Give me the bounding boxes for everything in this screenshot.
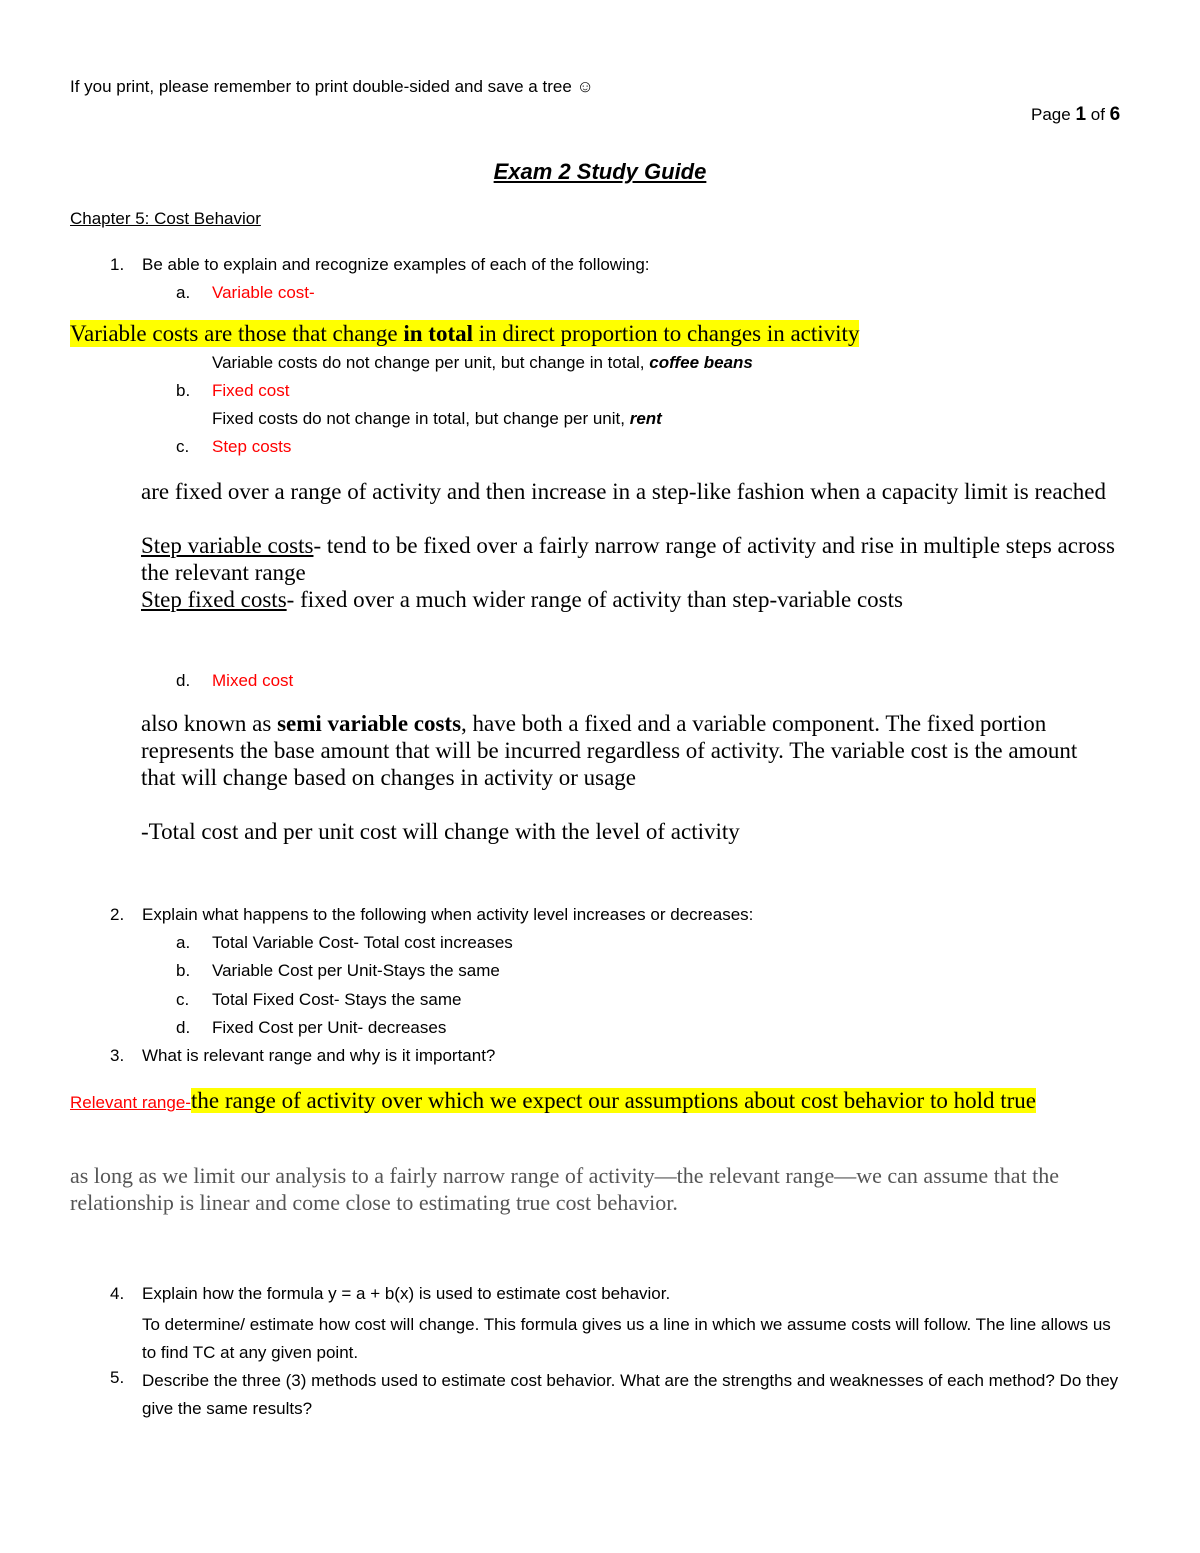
q1b-letter: b. [176, 381, 191, 400]
fixed-cost-example: rent [629, 409, 662, 428]
q1c-label: Step costs [212, 437, 292, 456]
q1a-label: Variable cost- [212, 283, 315, 302]
page-of: of [1090, 105, 1105, 124]
relevant-range-label: Relevant range- [70, 1093, 191, 1112]
q3-text: What is relevant range and why is it important? [142, 1046, 496, 1065]
mixed-cost-desc-pre: also known as [141, 711, 278, 736]
q2d-letter: d. [176, 1018, 191, 1037]
page-current: 1 [1075, 104, 1087, 125]
step-variable-term: Step variable costs [141, 533, 314, 558]
q1c-letter: c. [176, 437, 190, 456]
mixed-cost-desc-bold: semi variable costs [277, 711, 462, 736]
fixed-cost-note [212, 408, 662, 430]
q1d-label: Mixed cost [212, 671, 294, 690]
q1b-label: Fixed cost [212, 381, 290, 400]
page-total: 6 [1109, 104, 1121, 125]
page-title: Exam 2 Study Guide [493, 159, 707, 184]
q5-number: 5. [110, 1368, 125, 1387]
relevant-range-def-text: the range of activity over which we expect our assumptions about cost behavior to hold true [190, 1088, 1036, 1113]
mixed-cost-desc-post: , have both a fixed and a variable component. The fixed portion represents the base amount that will be incurred regardless of activity. The variable cost is the amount that will change based on changes in activity or usage [141, 711, 1078, 790]
q2b-letter: b. [176, 961, 191, 980]
variable-cost-def-post: in direct proportion to changes in activity [473, 321, 860, 346]
q5-text: Describe the three (3) methods used to estimate cost behavior. What are the strengths and weaknesses of each method? Do they give the same results? [142, 1371, 1119, 1418]
relevant-range-definition [70, 1086, 1130, 1118]
q2-text: Explain what happens to the following when activity level increases or decreases: [142, 905, 754, 924]
q2d-text: Fixed Cost per Unit- decreases [212, 1018, 447, 1037]
step-fixed-costs [141, 586, 903, 613]
q2b-text: Variable Cost per Unit-Stays the same [212, 961, 500, 980]
variable-cost-def-bold: in total [403, 321, 474, 346]
chapter-heading: Chapter 5: Cost Behavior [70, 209, 261, 228]
q2a-text: Total Variable Cost- Total cost increases [212, 933, 513, 952]
relevant-range-explanation: as long as we limit our analysis to a fairly narrow range of activity—the relevant range—we can assume that the relationship is linear and come close to estimating true cost behavior. [70, 1163, 1060, 1215]
variable-cost-note [212, 352, 753, 374]
print-note: If you print, please remember to print double-sided and save a tree ☺ [70, 77, 594, 96]
q1-number: 1. [110, 255, 125, 274]
q1-text: Be able to explain and recognize examples of each of the following: [142, 255, 650, 274]
q2-number: 2. [110, 905, 125, 924]
q4-answer: To determine/ estimate how cost will change. This formula gives us a line in which we assume costs will follow. The line allows us to find TC at any given point. [142, 1315, 1111, 1362]
q3-number: 3. [110, 1046, 125, 1065]
step-variable-costs [141, 532, 1131, 586]
step-costs-description: are fixed over a range of activity and then increase in a step-like fashion when a capacity limit is reached [141, 479, 1106, 504]
page-word: Page [1031, 105, 1071, 124]
variable-cost-example: coffee beans [649, 353, 753, 372]
q1a-letter: a. [176, 283, 191, 302]
q4-number: 4. [110, 1284, 125, 1303]
fixed-cost-note-text: Fixed costs do not change in total, but change per unit, [212, 409, 630, 428]
page-indicator [1031, 104, 1120, 126]
step-fixed-term: Step fixed costs [141, 587, 287, 612]
q2c-text: Total Fixed Cost- Stays the same [212, 990, 462, 1009]
variable-cost-def-pre: Variable costs are those that change [70, 321, 404, 346]
step-fixed-desc: - fixed over a much wider range of activity than step-variable costs [286, 587, 903, 612]
q2c-letter: c. [176, 990, 190, 1009]
q4-text: Explain how the formula y = a + b(x) is used to estimate cost behavior. [142, 1284, 671, 1303]
step-variable-desc: - tend to be fixed over a fairly narrow range of activity and rise in multiple steps across the relevant range [141, 533, 1116, 585]
variable-cost-definition [70, 320, 859, 347]
variable-cost-note-text: Variable costs do not change per unit, but change in total, [212, 353, 650, 372]
mixed-cost-note: -Total cost and per unit cost will change with the level of activity [141, 819, 740, 844]
q1d-letter: d. [176, 671, 191, 690]
mixed-cost-description [141, 710, 1101, 791]
q2a-letter: a. [176, 933, 191, 952]
